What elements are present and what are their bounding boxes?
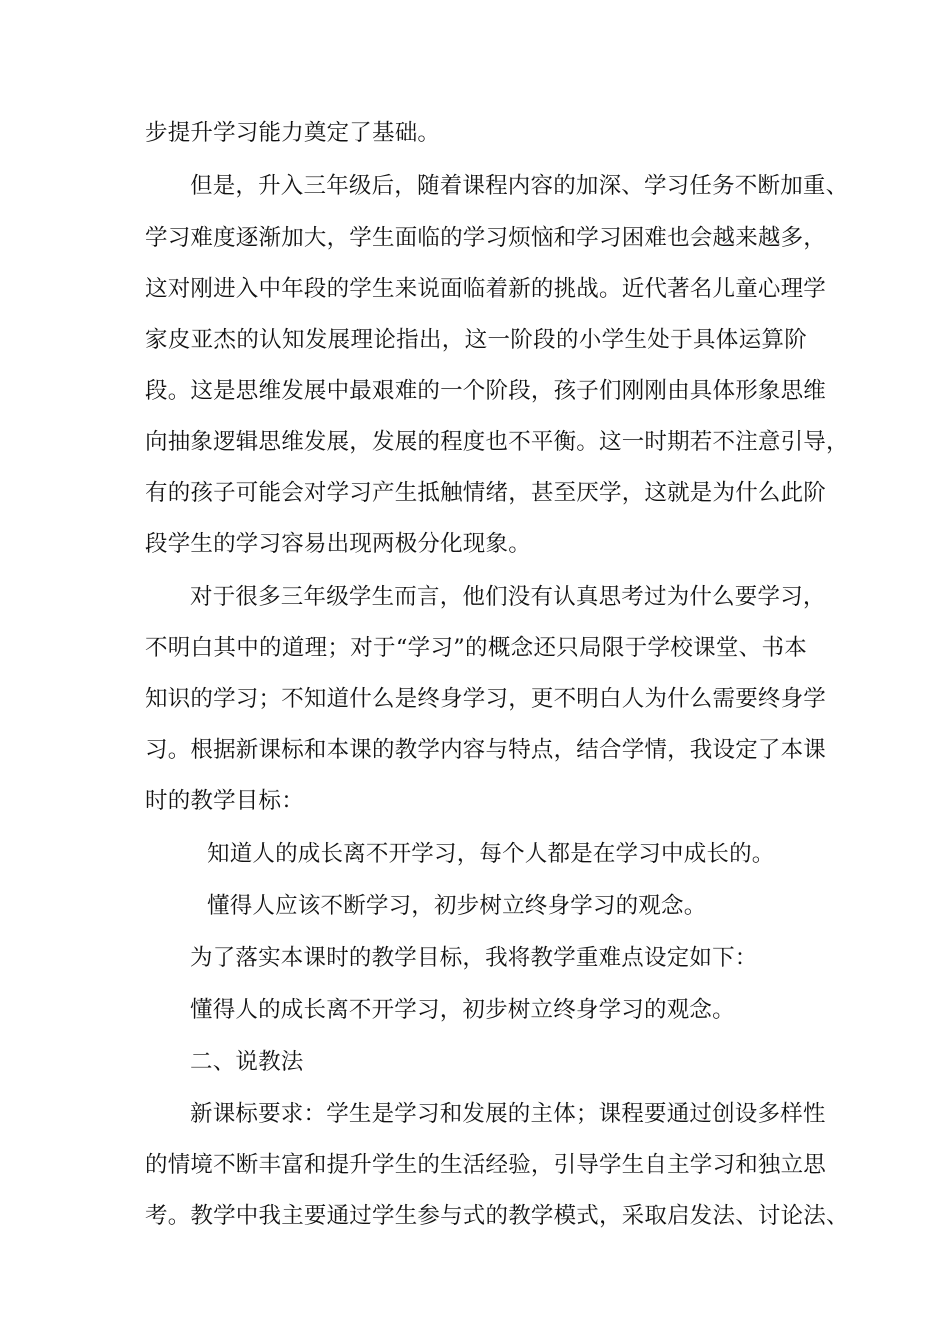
section-heading: 二、说教法 [190, 1049, 304, 1075]
objective-line: 懂得人应该不断学习，初步树立终身学习的观念。 [207, 893, 707, 919]
text-line: 家皮亚杰的认知发展理论指出，这一阶段的小学生处于具体运算阶 [145, 327, 807, 353]
text-line: 步提升学习能力奠定了基础。 [145, 120, 441, 146]
paragraph-start-line: 但是，升入三年级后，随着课程内容的加深、学习任务不断加重、 [190, 173, 849, 199]
paragraph-start-line: 新课标要求：学生是学习和发展的主体；课程要通过创设多样性 [190, 1101, 826, 1127]
text-line: 这对刚进入中年段的学生来说面临着新的挑战。近代著名儿童心理学 [145, 276, 827, 302]
objective-line: 知道人的成长离不开学习，每个人都是在学习中成长的。 [207, 841, 775, 867]
paragraph-start-line: 对于很多三年级学生而言，他们没有认真思考过为什么要学习， [190, 584, 826, 610]
text-line: 段。这是思维发展中最艰难的一个阶段，孩子们刚刚由具体形象思维 [145, 378, 827, 404]
text-line: 向抽象逻辑思维发展，发展的程度也不平衡。这一时期若不注意引导， [145, 429, 849, 455]
text-line: 有的孩子可能会对学习产生抵触情绪，甚至厌学，这就是为什么此阶 [145, 480, 827, 506]
text-line: 懂得人的成长离不开学习，初步树立终身学习的观念。 [190, 997, 735, 1023]
text-line: 习。根据新课标和本课的教学内容与特点，结合学情，我设定了本课 [145, 737, 827, 763]
text-line: 不明白其中的道理；对于“学习”的概念还只局限于学校课堂、书本 [145, 635, 807, 661]
text-line: 知识的学习；不知道什么是终身学习，更不明白人为什么需要终身学 [145, 686, 827, 712]
text-line: 为了落实本课时的教学目标，我将教学重难点设定如下： [190, 945, 758, 971]
text-line: 时的教学目标： [145, 788, 304, 814]
text-line: 考。教学中我主要通过学生参与式的教学模式，采取启发法、讨论法、 [145, 1203, 849, 1229]
text-line: 段学生的学习容易出现两极分化现象。 [145, 531, 531, 557]
text-line: 学习难度逐渐加大，学生面临的学习烦恼和学习困难也会越来越多， [145, 225, 827, 251]
text-line: 的情境不断丰富和提升学生的生活经验，引导学生自主学习和独立思 [145, 1152, 827, 1178]
